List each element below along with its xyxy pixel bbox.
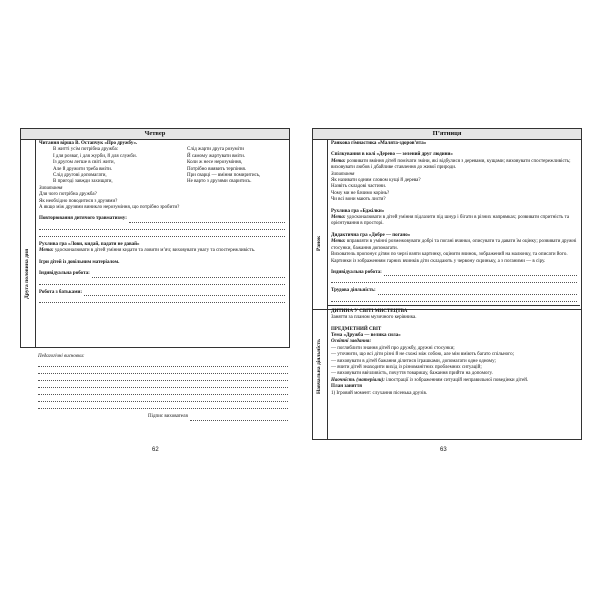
left-side-column [21,139,36,347]
poem-line: Потрібно виявить терпіння. [187,166,247,172]
art-text: Заняття за планом музичного керівника. [331,315,417,321]
right-individual-field[interactable] [331,270,577,276]
trauma-field[interactable] [39,216,285,222]
plan-title: План заняття [331,384,362,390]
right-side-label-morning: Ранок [316,235,322,251]
material: Наочність (матеріали): ілюстрації із зображенням ситуацій неправильної поведінки дітей. [331,377,529,383]
talk-goal: Мета: розвивати вміння дітей помічати зміни, які відбулися з деревами, кущами; виховувати спостережливість; виховувати любов і дбайливе ставлення до живої природи. [331,158,571,171]
poem-line: В житті усім потрібна дружба: [53,147,119,153]
game-title: Рухлива гра «Лови, кидай, падати не давай» [39,241,140,247]
right-day-table [312,128,582,440]
right-side-label-activity: Навчальна діяльність [316,338,322,394]
subject-title: ПРЕДМЕТНИЙ СВІТ [331,326,382,332]
talk-title: Спілкування в колі «Дерево — зелений друг людини» [331,152,453,158]
tasks-label: Освітні завдання: [331,339,372,345]
signature-field[interactable] [38,414,288,420]
game-goal: Мета: удосконалювати в дітей уміння кидати та ловити м’яч; виховувати увагу та спостережливість. [39,248,256,254]
trauma-label: Повторювання дитячого травматизму: [39,216,127,222]
question: А якщо між друзями виникло нерозуміння, що потрібно зробити? [39,205,180,211]
poem-line: Слід другові допомагати, [53,173,107,179]
free-play: Ігри дітей із довільним матеріалом. [39,259,120,265]
game1-title: Рухлива гра «Бджілки» [331,208,385,214]
poem-line: Не варто з друзями сваритись. [187,179,252,185]
parents-field[interactable] [39,290,285,296]
questions-title: Запитання [331,171,355,177]
page-number: 62 [152,447,159,453]
labor-label: Трудова діяльність: [331,288,376,294]
right-content [331,141,577,397]
task: — виховувати в дітей бажання ділитися іграшками, допомагати одне одному; [331,358,496,364]
task: — уточнити, що всі діти різні й не схожі між собою, але мім вміють багато спільного; [331,352,514,358]
task: — поглиблити знання дітей про дружбу, дружні стосунки; [331,345,455,351]
reading-title: Читання вірша В. Остапчук «Про дружбу». [39,141,138,146]
individual-label: Індивідуальна робота: [39,271,90,277]
right-individual-label: Індивідуальна робота: [331,269,382,275]
conclusions-label: Педагогічні висновки: [38,354,85,359]
poem-line: Але й дружити треба вміти. [53,166,113,172]
page-number: 63 [440,447,447,453]
game2-body: Вихователь пропонує дітям по черзі взяти картинку, оцінити вчинок, зображений на малюнку, та описати його. Картинки із зображенням гарних вчинків діти складають у червону скриньку, а з поганими — в сіру. [331,252,568,264]
poem-line: Із другом легше в світі жити, [53,160,115,166]
task: — виховувати ввічливість, почуття товаришу, бажання прийти на допомогу. [331,371,493,377]
labor-field[interactable] [331,288,577,294]
question: Чому ми не бачимо корінь? [331,190,390,196]
left-day-header: Четвер [21,129,289,140]
left-day-table [20,128,290,348]
plan-item: 1) Ігровий момент: слухання пісенька друзів. [331,390,428,396]
question: Чи всі вони мають листя? [331,197,386,203]
left-side-label: Друга половина дня [24,248,30,299]
game2-title: Дидактична гра «Добре — погано» [331,232,411,238]
left-content [39,141,285,303]
conclusions-section [38,354,288,421]
poem-line: Й самому жартувати вміти. [187,153,246,159]
poem-line: Слід жарти друга розуміти [187,147,244,153]
gym-title: Ранкова гімнастика «Малята-здоров’ята» [331,141,427,146]
questions-title: Запитання [39,185,63,191]
poem-line: В пригоді завжди захищати, [53,179,113,185]
task: — вчити дітей знаходити вихід із різноманітних проблемних ситуацій; [331,364,482,370]
game1-goal: Мета: удосконалювати в дітей уміння підлазити під шнур і бігати в різних напрямках; розвивати спритність та орієнтування в просторі. [331,215,570,227]
poem-line: І для розваг, і для журби, й для служби. [53,153,137,159]
poem [39,147,285,185]
question: Назвіть складові частини. [331,184,387,190]
poem-line: При сварці — вміння помиритись, [187,173,261,179]
parents-label: Робота з батьками: [39,289,83,295]
art-title: ДИТИНА У СВІТІ МИСТЕЦТВА [331,308,408,314]
right-day-header: П’ятниця [313,129,581,140]
topic: Тема «Дружба — велика сила» [331,332,401,338]
question: Для чого потрібна дружба? [39,192,97,198]
signature-label: Підпис вихователя [148,414,188,420]
poem-line: Коли ж несе нерозуміння, [187,160,243,166]
question: Як називати одним словом кущі й дерева? [331,178,421,184]
question: Як необхідно поводитися з друзями? [39,198,118,204]
individual-field[interactable] [39,271,285,277]
game2-goal: Мета: вправляти в умінні розмежовувати добрі та погані вчинки, описувати та давати їм оцінку; розвивати дружні стосунки, бажання допомагати. [331,239,577,251]
right-side-column [313,139,328,439]
